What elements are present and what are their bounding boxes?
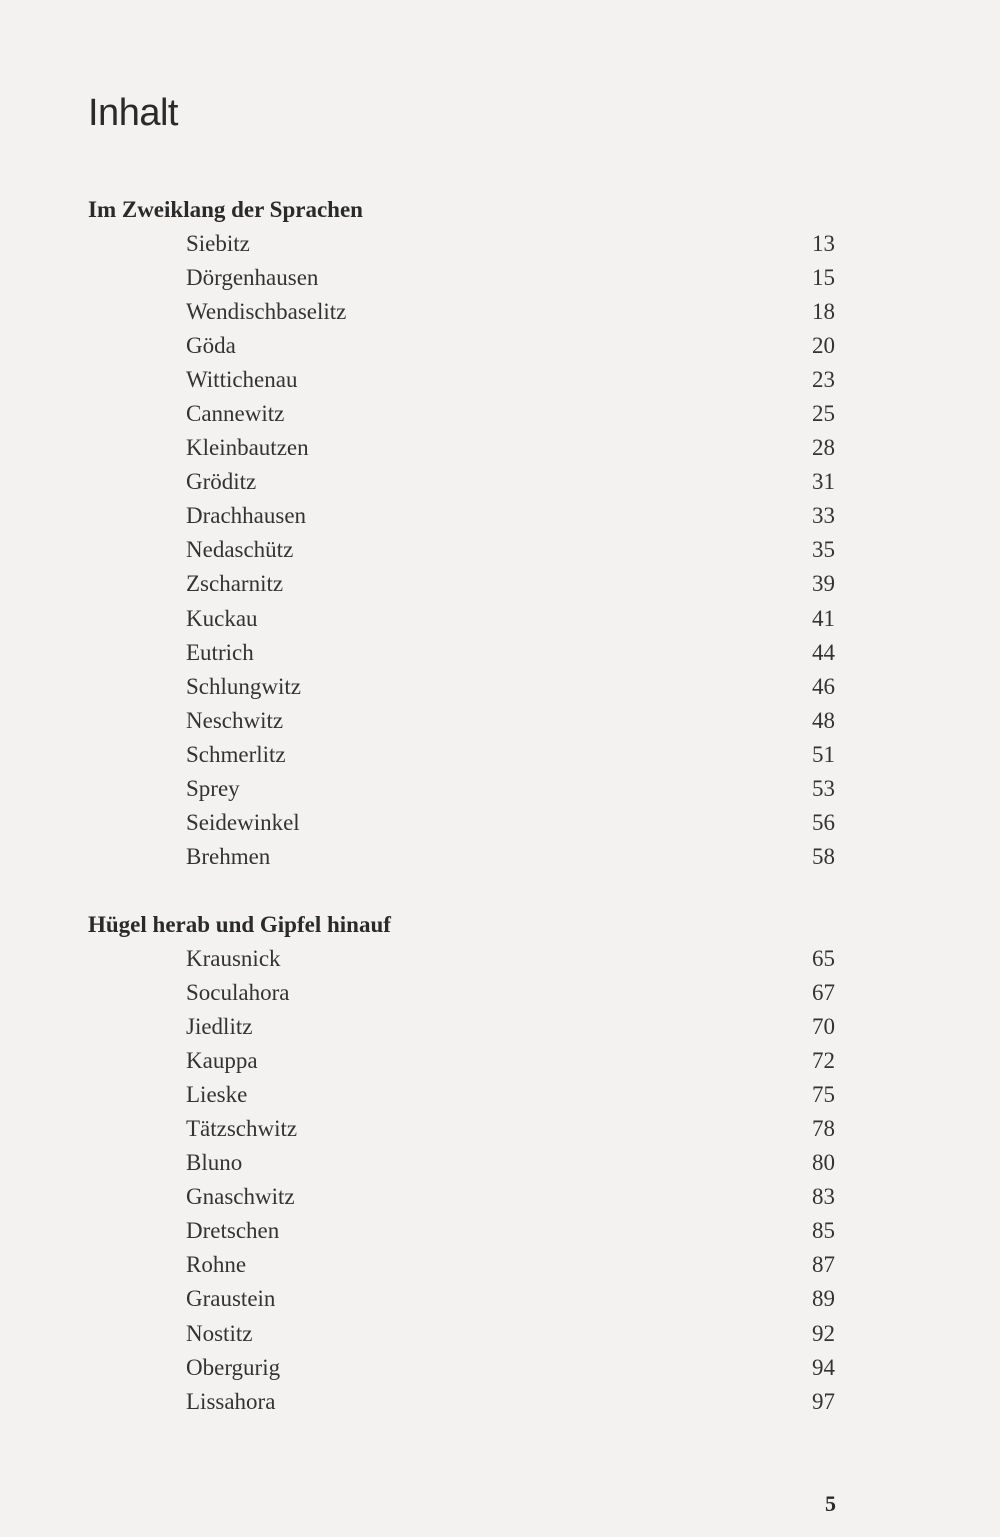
toc-entry-title: Eutrich	[186, 639, 254, 665]
toc-entry-title: Wendischbaselitz	[186, 299, 347, 325]
toc-entry-page: 28	[812, 435, 835, 461]
toc-entry-title: Kleinbautzen	[186, 435, 309, 461]
toc-entry-title: Gnaschwitz	[186, 1184, 295, 1210]
toc-entry	[0, 1078, 1000, 1112]
toc-entry	[0, 670, 1000, 704]
toc-entry-title: Neschwitz	[186, 707, 284, 733]
toc-entry	[0, 942, 1000, 976]
toc-entry-page: 72	[812, 1048, 835, 1074]
toc-entry-page: 80	[812, 1150, 835, 1176]
toc-entry	[0, 1214, 1000, 1248]
toc-entry-title: Nostitz	[186, 1320, 253, 1346]
toc-entry-title: Rohne	[186, 1252, 247, 1278]
toc-entry	[0, 1146, 1000, 1180]
toc-entry	[0, 636, 1000, 670]
toc-entry	[0, 1044, 1000, 1078]
toc-entry-page: 65	[812, 946, 835, 971]
toc-entry-page: 51	[812, 741, 835, 767]
toc-entry-page: 53	[812, 775, 835, 801]
toc-entry-page: 20	[812, 333, 835, 359]
toc-entry-page: 33	[812, 503, 835, 529]
toc-entry-page: 89	[812, 1286, 835, 1312]
toc-entry-page: 70	[812, 1014, 835, 1040]
toc-entry-page: 94	[812, 1354, 835, 1380]
toc-entry	[0, 499, 1000, 533]
page-number: 5	[825, 1491, 836, 1516]
toc-entry-page: 67	[812, 980, 835, 1006]
toc-entry-page: 39	[812, 571, 835, 597]
toc-entry	[0, 227, 1000, 261]
toc-entry-title: Brehmen	[186, 843, 271, 869]
section-heading: Hügel herab und Gipfel hinauf	[88, 912, 391, 937]
toc-entry-title: Graustein	[186, 1286, 276, 1312]
toc-entry-page: 15	[812, 265, 835, 291]
toc-entry	[0, 738, 1000, 772]
toc-entry-page: 13	[812, 231, 835, 256]
toc-entry-title: Lieske	[186, 1082, 248, 1108]
toc-entry	[0, 295, 1000, 329]
toc-entry-page: 56	[812, 809, 835, 835]
toc-entry-page: 85	[812, 1218, 835, 1244]
toc-entry-title: Drachhausen	[186, 503, 307, 529]
toc-entry	[0, 1282, 1000, 1316]
toc-entry-title: Sprey	[186, 775, 240, 801]
toc-entry	[0, 533, 1000, 567]
toc-entry-page: 48	[812, 707, 835, 733]
toc-entry	[0, 567, 1000, 601]
toc-entry	[0, 1317, 1000, 1351]
toc-entry-title: Zscharnitz	[186, 571, 284, 597]
toc-entry	[0, 1180, 1000, 1214]
toc-entry	[0, 363, 1000, 397]
toc-entry-title: Wittichenau	[186, 367, 298, 393]
toc-entry-title: Seidewinkel	[186, 809, 300, 835]
toc-entry-page: 75	[812, 1082, 835, 1108]
toc-entry-page: 23	[812, 367, 835, 393]
toc-entry-title: Jiedlitz	[186, 1014, 253, 1040]
toc-entry-page: 44	[812, 639, 835, 665]
toc-entry-page: 92	[812, 1320, 835, 1346]
toc-entry	[0, 602, 1000, 636]
toc-entry	[0, 1112, 1000, 1146]
toc-entry	[0, 465, 1000, 499]
toc-entry-page: 87	[812, 1252, 835, 1278]
toc-entry	[0, 840, 1000, 874]
toc-entry-title: Gröditz	[186, 469, 257, 495]
toc-entry-title: Cannewitz	[186, 401, 285, 427]
toc-entry-page: 31	[812, 469, 835, 495]
toc-entry	[0, 1351, 1000, 1385]
toc-entry-page: 25	[812, 401, 835, 427]
toc-entry-title: Obergurig	[186, 1354, 281, 1380]
toc-entry-page: 46	[812, 673, 835, 699]
toc-entry-title: Krausnick	[186, 946, 281, 971]
toc-entry-list	[0, 942, 1000, 1419]
toc-entry	[0, 806, 1000, 840]
toc-entry	[0, 1385, 1000, 1419]
toc-entry-title: Göda	[186, 333, 236, 359]
toc-entry	[0, 1248, 1000, 1282]
toc-entry	[0, 329, 1000, 363]
toc-entry-title: Kauppa	[186, 1048, 258, 1074]
toc-entry-title: Tätzschwitz	[186, 1116, 298, 1142]
toc-entry-title: Lissahora	[186, 1388, 276, 1414]
toc-entry-title: Bluno	[186, 1150, 243, 1176]
toc-entry-page: 78	[812, 1116, 835, 1142]
page-title: Inhalt	[88, 92, 178, 134]
toc-entry-title: Siebitz	[186, 231, 250, 256]
toc-entry-page: 83	[812, 1184, 835, 1210]
toc-entry-page: 41	[812, 605, 835, 631]
toc-entry-page: 35	[812, 537, 835, 563]
toc-entry	[0, 976, 1000, 1010]
toc-entry-title: Schlungwitz	[186, 673, 301, 699]
toc-entry-title: Nedaschütz	[186, 537, 294, 563]
toc-entry-page: 58	[812, 843, 835, 869]
toc-entry	[0, 431, 1000, 465]
toc-entry-title: Kuckau	[186, 605, 258, 631]
toc-entry	[0, 397, 1000, 431]
toc-entry-title: Dörgenhausen	[186, 265, 319, 291]
toc-entry	[0, 1010, 1000, 1044]
toc-entry-list	[0, 227, 1000, 874]
section-heading: Im Zweiklang der Sprachen	[88, 197, 363, 222]
toc-entry-page: 97	[812, 1388, 835, 1414]
toc-entry-title: Soculahora	[186, 980, 290, 1006]
toc-entry-title: Schmerlitz	[186, 741, 286, 767]
toc-entry-title: Dretschen	[186, 1218, 280, 1244]
toc-entry	[0, 261, 1000, 295]
toc-entry	[0, 772, 1000, 806]
toc-entry-page: 18	[812, 299, 835, 325]
toc-entry	[0, 704, 1000, 738]
